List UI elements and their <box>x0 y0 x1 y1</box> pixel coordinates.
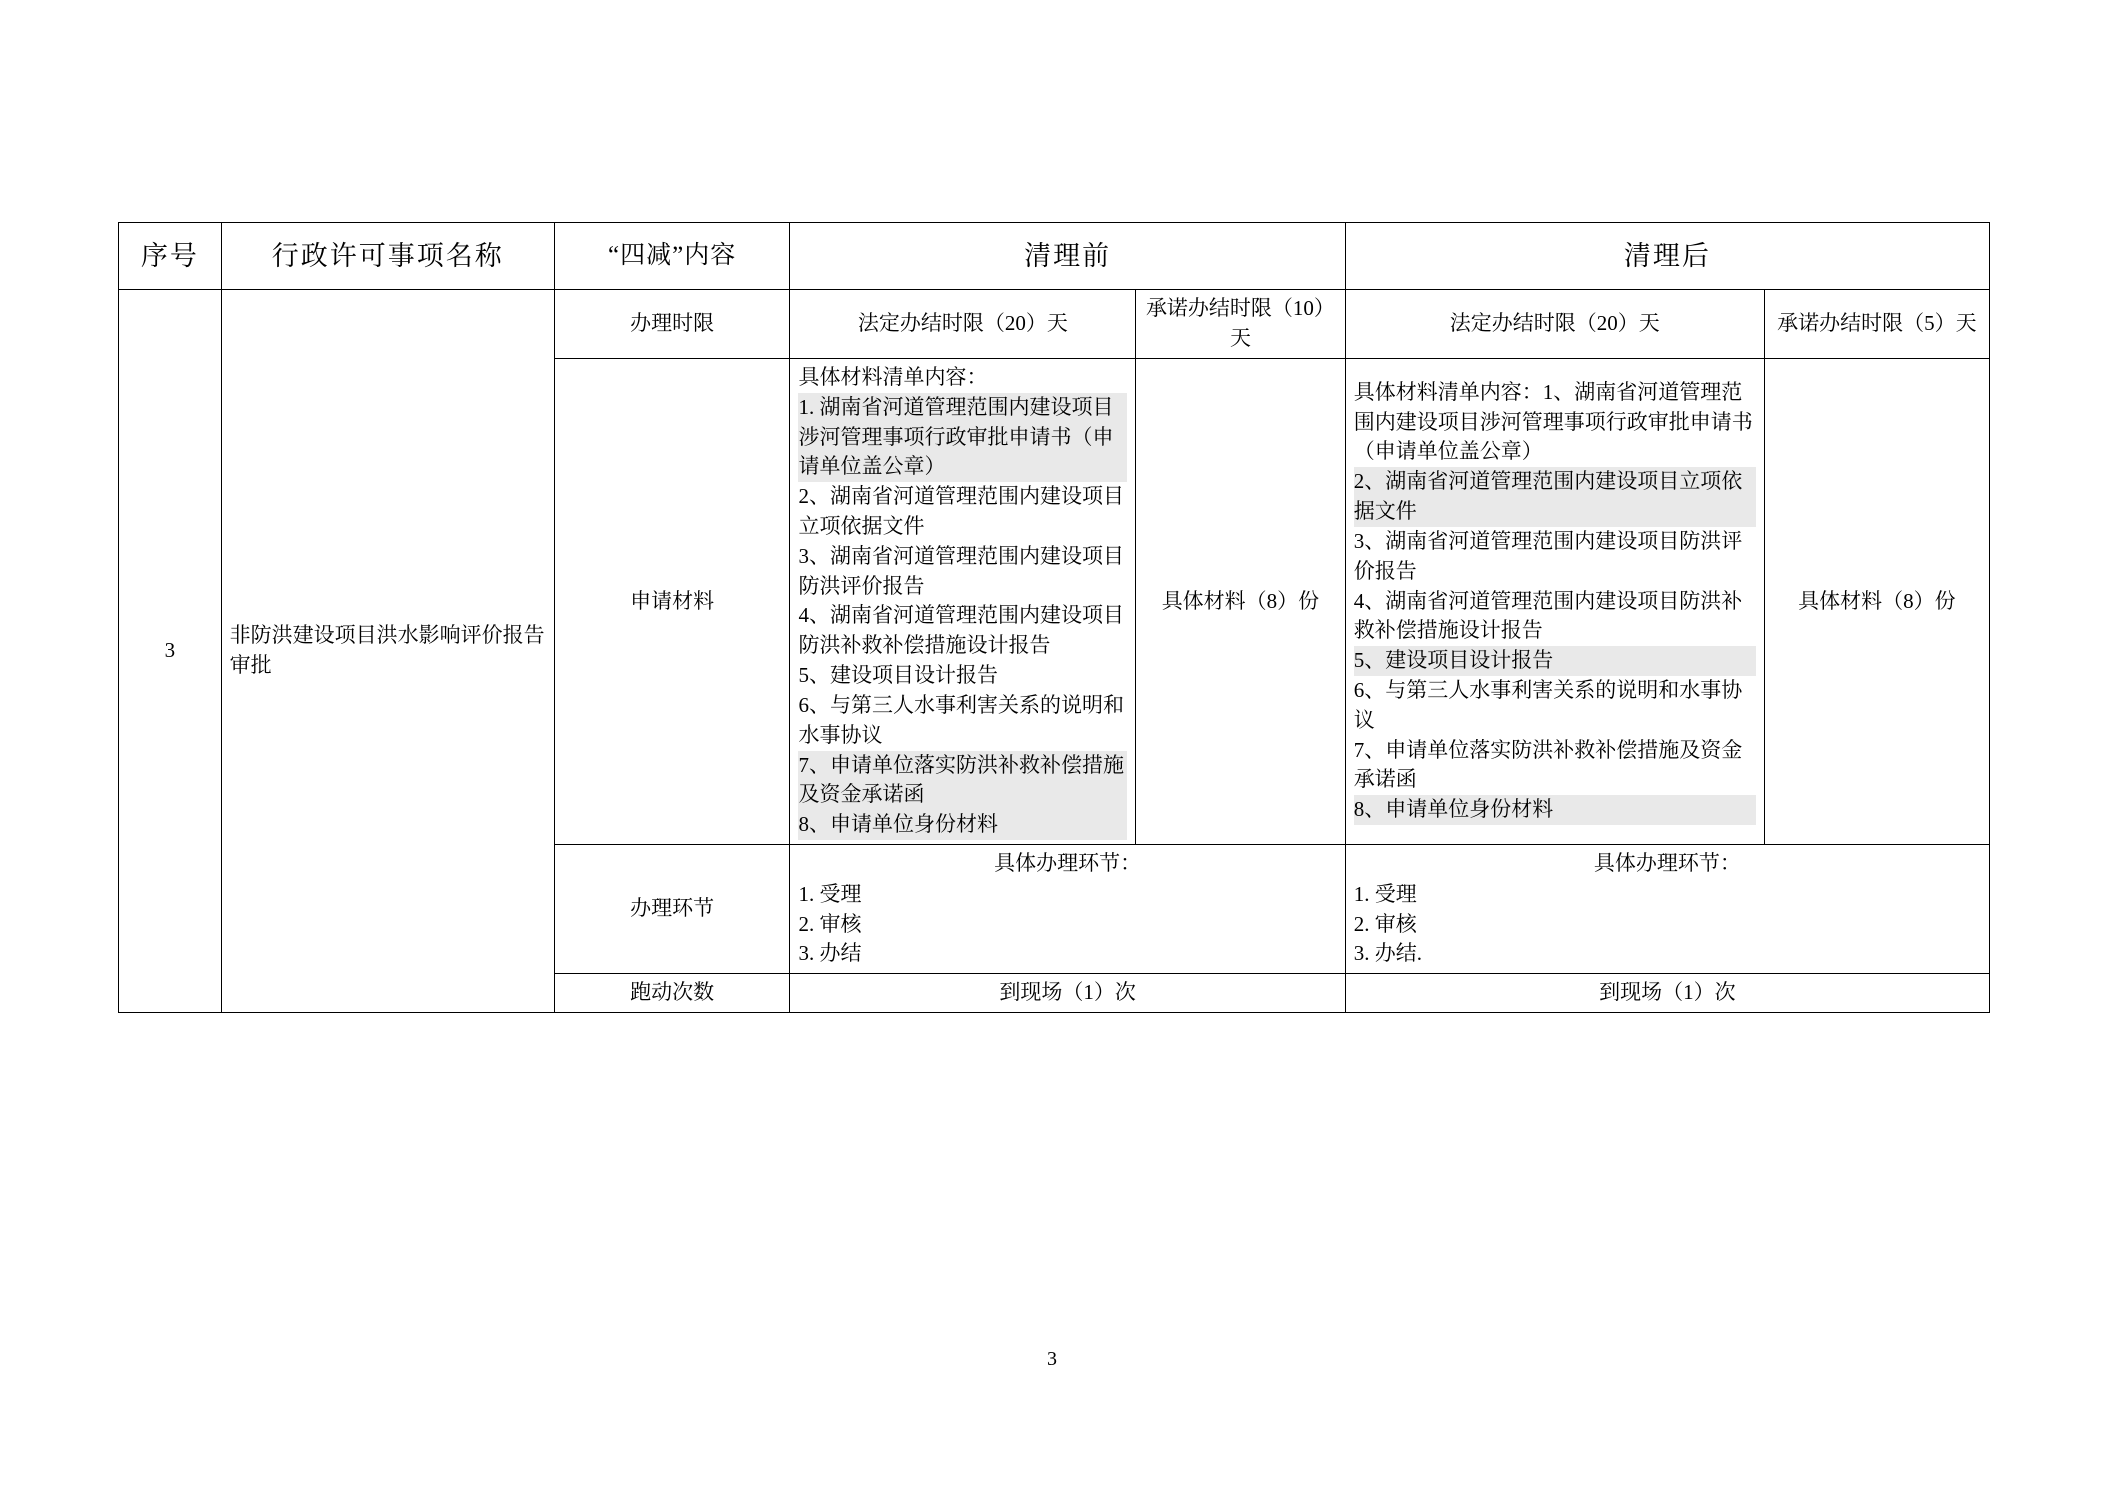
page-number: 3 <box>1047 1348 1057 1370</box>
list-item: 2、湖南省河道管理范围内建设项目立项依据文件 <box>798 484 1124 539</box>
cell-label-visits: 跑动次数 <box>554 974 790 1013</box>
list-item: 3、湖南省河道管理范围内建设项目防洪评价报告 <box>798 543 1124 598</box>
cell-label-time-limit: 办理时限 <box>554 290 790 359</box>
cell-after-visits: 到现场（1）次 <box>1345 974 1989 1013</box>
table-row-time-limit <box>119 290 1990 359</box>
cell-after-legal-time: 法定办结时限（20）天 <box>1345 290 1764 359</box>
cell-before-materials-count: 具体材料（8）份 <box>1136 358 1346 844</box>
before-steps-title: 具体办理环节： <box>994 850 1142 875</box>
cell-after-materials-count: 具体材料（8）份 <box>1764 358 1989 844</box>
list-item: 7、申请单位落实防洪补救补偿措施及资金承诺函 <box>1353 737 1743 792</box>
list-item: 1. 受理 <box>798 881 862 906</box>
list-item: 3、湖南省河道管理范围内建设项目防洪评价报告 <box>1353 528 1743 583</box>
cell-sequence-number: 3 <box>119 290 222 1013</box>
label-materials-text: 申请材料 <box>630 588 715 613</box>
cell-item-name: 非防洪建设项目洪水影响评价报告审批 <box>221 290 554 1013</box>
list-item: 1. 受理 <box>1353 881 1417 906</box>
cell-before-legal-time: 法定办结时限（20）天 <box>790 290 1136 359</box>
list-item: 5、建设项目设计报告 <box>798 663 998 688</box>
after-materials-title: 具体材料清单内容：1、湖南省河道管理范围内建设项目涉河管理事项行政审批申请书（申请单位盖公章） <box>1353 379 1753 464</box>
cell-after-promised-time: 承诺办结时限（5）天 <box>1764 290 1989 359</box>
list-item: 4、湖南省河道管理范围内建设项目防洪补救补偿措施设计报告 <box>1353 588 1743 643</box>
list-item: 8、申请单位身份材料 <box>798 810 1127 840</box>
list-item: 3. 办结 <box>798 941 862 966</box>
list-item: 4、湖南省河道管理范围内建设项目防洪补救补偿措施设计报告 <box>798 603 1124 658</box>
cell-before-promised-time: 承诺办结时限（10）天 <box>1136 290 1346 359</box>
header-kind: “四减”内容 <box>554 223 790 290</box>
list-item: 7、申请单位落实防洪补救补偿措施及资金承诺函 <box>798 751 1127 811</box>
cell-label-materials <box>554 358 790 844</box>
header-after: 清理后 <box>1345 223 1989 290</box>
cell-before-visits: 到现场（1）次 <box>790 974 1345 1013</box>
list-item: 6、与第三人水事利害关系的说明和水事协议 <box>1353 677 1743 732</box>
list-item: 2、湖南省河道管理范围内建设项目立项依据文件 <box>1354 467 1756 527</box>
list-item: 8、申请单位身份材料 <box>1354 795 1756 825</box>
cell-after-steps <box>1345 844 1989 973</box>
cell-label-steps: 办理环节 <box>554 844 790 973</box>
header-seq: 序号 <box>119 223 222 290</box>
header-before: 清理前 <box>790 223 1345 290</box>
list-item: 2. 审核 <box>798 911 862 936</box>
list-item: 2. 审核 <box>1353 911 1417 936</box>
administrative-license-table <box>118 222 1990 1013</box>
cell-after-materials <box>1345 358 1764 844</box>
cell-before-materials <box>790 358 1136 844</box>
list-item: 1. 湖南省河道管理范围内建设项目涉河管理事项行政审批申请书（申请单位盖公章） <box>798 393 1127 482</box>
before-materials-title: 具体材料清单内容： <box>798 364 988 389</box>
list-item: 6、与第三人水事利害关系的说明和水事协议 <box>798 692 1124 747</box>
header-name: 行政许可事项名称 <box>221 223 554 290</box>
after-steps-title: 具体办理环节： <box>1593 850 1741 875</box>
list-item: 3. 办结. <box>1353 941 1422 966</box>
list-item: 5、建设项目设计报告 <box>1354 646 1756 676</box>
cell-before-steps <box>790 844 1345 973</box>
table-header-row <box>119 223 1990 290</box>
